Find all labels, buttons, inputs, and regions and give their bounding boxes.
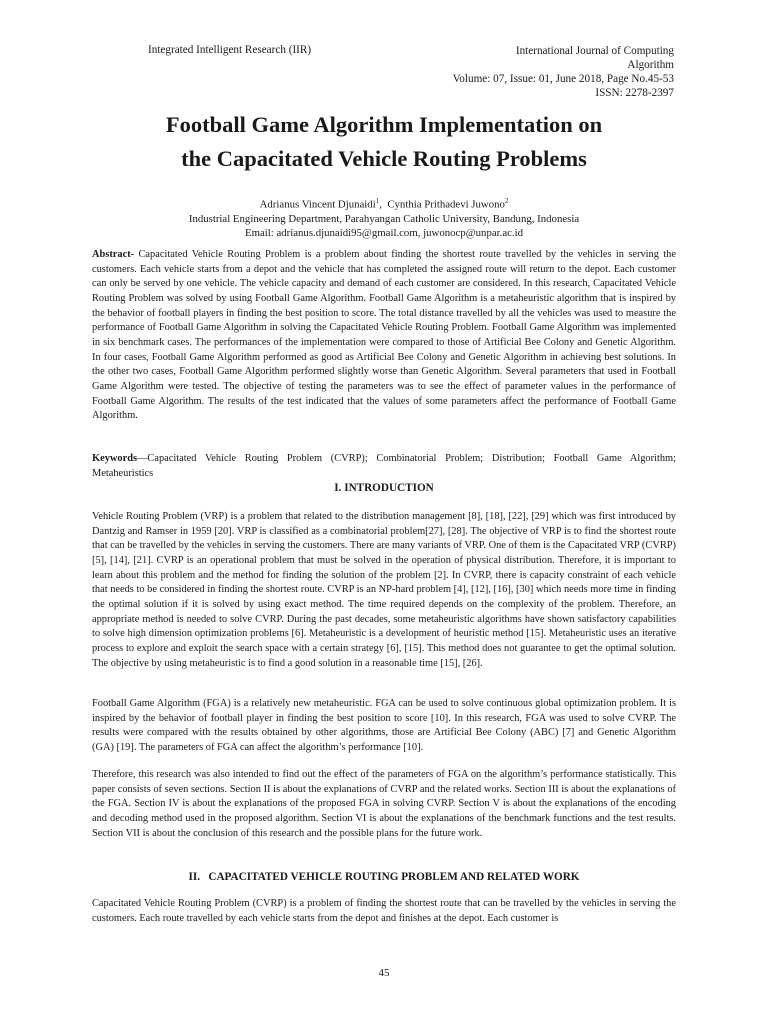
keywords [92,452,676,481]
introduction-paragraph-2: Football Game Algorithm (FGA) is a relatively new metaheuristic. FGA can be used to solve continuous global optimization problem. It is inspired by the behavior of football player in finding the best position to score [10]. In this research, FGA was used to solve CVRP. The results were compared with the results obtained by other algorithms, those are Artificial Bee Colony (ABC) [7] and Genetic Algorithm (GA) [19]. The parameters of FGA can affect the algorithm’s performance [10]. [92,698,676,753]
keywords-label: Keywords [92,453,138,464]
journal-info [394,44,674,100]
paper-title-line1: Football Game Algorithm Implementation on [165,112,603,137]
introduction-paragraph-1: Vehicle Routing Problem (VRP) is a problem that related to the distribution management [8], [18], [22], [29] which was first introduced by Dantzig and Ramser in 1959 [20]. VRP is classified as a combinatorial problem[27], [28]. The objective of VRP is to find the shortest route that can be travelled by the vehicles in serving the customers. There are many variants of VRP. One of them is the Capacitated VRP (CVRP) [5], [14], [21]. CVRP is an operational problem that must be solved in the operation of physical distribution. Therefore, it is important to learn about this problem and the method for finding the solution of the problem [2]. In CVRP, there is capacity constraint of each vehicle that needs to be considered in finding the shortest route. CVRP is an NP-hard problem [4], [12], [16], [30] which needs more time in finding the optimal solution if it is solved by using exact method. The time required depends on the complexity of the problem. Therefore, an appropriate method is needed to solve CVRP. During the past decades, some metaheuristic algorithms have shown satisfactory capabilities to solve high dimension optimization problems [6]. Metaheuristic is a development of heuristic method [15]. Metaheuristic uses an iterative process to explore and exploit the search space with a certain strategy [6], [15]. This method does not guarantee to get the optimal solution. The objective by using metaheuristic is to find a good solution in a reasonable time [15], [26]. [92,511,676,669]
author-2: Cynthia Prithadevi Juwono [387,198,505,211]
author-1: Adrianus Vincent Djunaidi [259,198,376,211]
journal-volume: Volume: 07, Issue: 01, June 2018, Page No.45-53 [452,73,674,85]
paper-title-line2: the Capacitated Vehicle Routing Problems [181,146,587,171]
keywords-text: —Capacitated Vehicle Routing Problem (CVRP); Combinatorial Problem; Distribution; Football Game Algorithm; Metaheuristics [92,453,676,479]
cvrp-paragraph-1: Capacitated Vehicle Routing Problem (CVRP) is a problem of finding the shortest route that can be travelled by the vehicles in serving the customers. Each route travelled by each vehicle starts from the depot and finishes at the depot. Each customer is [92,898,676,924]
journal-name-line2: Algorithm [627,59,674,71]
introduction-paragraph-3: Therefore, this research was also intended to find out the effect of the parameters of FGA on the algorithm’s performance statistically. This paper consists of seven sections. Section II is about the explanations of CVRP and the related works. Section III is about the explanations of the FGA. Section IV is about the explanations of the proposed FGA in solving CVRP. Section V is about the explanations of the encoding and decoding method used in the proposed algorithm. Section VI is about the explanations of the benchmark functions and the test results. Section VII is about the conclusion of this research and the possible plans for the future work. [92,769,676,839]
journal-issn: ISSN: 2278-2397 [595,87,674,99]
journal-name-line1: International Journal of Computing [515,45,674,57]
abstract [92,248,676,424]
author-separator: , [379,198,388,211]
section-heading-introduction: I. INTRODUCTION [334,482,434,494]
author-affiliation: Industrial Engineering Department, Parahyangan Catholic University, Bandung, Indonesia [188,212,580,225]
author-block [60,194,708,240]
author-email: Email: adrianus.djunaidi95@gmail.com, juwonocp@unpar.ac.id [244,226,524,239]
paper-title [60,108,708,176]
author-2-affiliation-mark: 2 [504,197,509,205]
abstract-label: Abstract- [92,249,135,260]
journal-publisher: Integrated Intelligent Research (IIR) [148,44,312,56]
section-heading-cvrp: II. CAPACITATED VEHICLE ROUTING PROBLEM AND RELATED WORK [188,871,580,883]
author-names [60,194,708,212]
page-number: 45 [378,967,390,979]
abstract-text: Capacitated Vehicle Routing Problem is a problem about finding the shortest route travelled by the vehicles in serving the customers. Each vehicle starts from a depot and the vehicle that has completed the assigned route will return to the depot. Each customer can only be served by one vehicle. The vehicle capacity and demand of each customer are considered. In this research, Capacitated Vehicle Routing Problem was solved by using Football Game Algorithm. Football Game Algorithm is a metaheuristic algorithm that is inspired by the behavior of football players in finding the best position to score. The total distance travelled by all the vehicles was used to measure the performance of Football Game Algorithm in solving the Capacitated Vehicle Routing Problem. Football Game Algorithm was implemented in six benchmark cases. The performances of the implementation were compared to those of Artificial Bee Colony and Genetic Algorithm. In four cases, Football Game Algorithm performed as good as Artificial Bee Colony and Genetic Algorithm in achieving best solutions. In the other two cases, Football Game Algorithm performed slightly worse than Genetic Algorithm. Several parameters that used in Football Game Algorithm were tested. The objective of testing the parameters was to see the effect of parameter values in the performance of Football Game Algorithm. The results of the test indicated that the values of some parameters affect the performance of Football Game Algorithm. [92,249,676,422]
author-1-affiliation-mark: 1 [375,197,380,205]
